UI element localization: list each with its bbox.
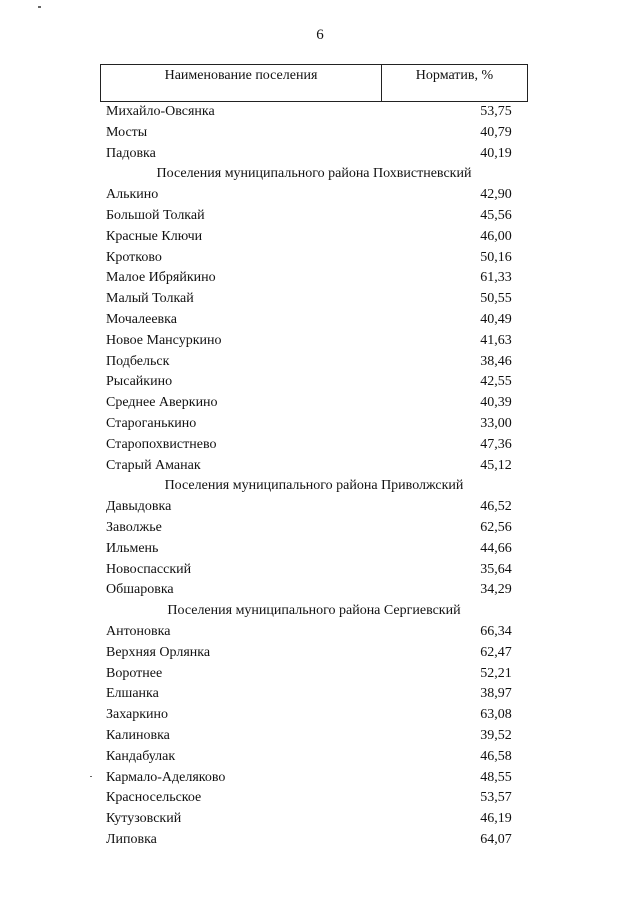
norm-value: 38,46: [480, 353, 512, 369]
table-row: [100, 788, 528, 809]
norm-value: 50,55: [480, 291, 512, 307]
norm-value: 52,21: [480, 665, 512, 681]
table-row: [100, 144, 528, 165]
table-row: [100, 352, 528, 373]
table-row: [100, 372, 528, 393]
norm-value: 35,64: [480, 561, 512, 577]
settlement-name: Староганькино: [106, 415, 197, 431]
norm-value: 61,33: [480, 270, 512, 286]
norm-value: 40,79: [480, 124, 512, 140]
page-number: 6: [316, 27, 324, 43]
norm-value: 46,19: [480, 811, 512, 827]
norm-value: 63,08: [480, 707, 512, 723]
table-row: [100, 456, 528, 477]
settlement-name: Подбельск: [106, 353, 170, 369]
norm-value: 44,66: [480, 540, 512, 556]
norm-value: 66,34: [480, 623, 512, 639]
table-row: [100, 497, 528, 518]
table-row: [100, 560, 528, 581]
table-row: [100, 539, 528, 560]
norm-value: 46,58: [480, 748, 512, 764]
settlement-name: Среднее Аверкино: [106, 395, 218, 411]
settlement-name: Заволжье: [106, 519, 162, 535]
section-heading: Поселения муниципального района Приволжский: [164, 478, 464, 494]
settlement-name: Кармало-Аделяково: [106, 769, 226, 785]
table-row: [100, 622, 528, 643]
column-header-norm: Норматив, %: [415, 68, 494, 83]
table-row: [100, 331, 528, 352]
table-body: [100, 102, 528, 851]
table-row: [100, 747, 528, 768]
table-row: [100, 268, 528, 289]
table-row: [100, 289, 528, 310]
norm-value: 46,52: [480, 499, 512, 515]
settlement-name: Рысайкино: [106, 374, 173, 390]
settlement-name: Алькино: [106, 187, 159, 203]
table-row: [100, 518, 528, 539]
settlement-name: Михайло-Овсянка: [106, 104, 215, 119]
table-row: [100, 664, 528, 685]
norm-value: 47,36: [480, 436, 512, 452]
table-header: [100, 64, 528, 102]
norm-value: 45,56: [480, 207, 512, 223]
table-row: [100, 705, 528, 726]
norm-value: 34,29: [480, 582, 512, 598]
settlement-name: Мосты: [106, 124, 148, 140]
norm-value: 40,19: [480, 145, 512, 161]
settlement-name: Кандабулак: [106, 748, 176, 764]
norm-value: 46,00: [480, 228, 512, 244]
section-heading: Поселения муниципального района Похвистневский: [156, 166, 472, 182]
settlement-name: Кротково: [106, 249, 162, 265]
table-row: [100, 809, 528, 830]
settlement-name: Калиновка: [106, 727, 170, 743]
norm-value: 45,12: [480, 457, 512, 473]
table-row: [100, 580, 528, 601]
settlement-name: Новое Мансуркино: [106, 332, 222, 348]
norm-value: 40,49: [480, 311, 512, 327]
settlement-name: Давыдовка: [106, 499, 172, 515]
norm-value: 33,00: [480, 415, 512, 431]
settlement-name: Ильмень: [106, 540, 159, 556]
settlement-name: Кутузовский: [106, 811, 182, 827]
norm-value: 62,56: [480, 519, 512, 535]
scan-mark: [38, 6, 41, 8]
norm-value: 53,57: [480, 790, 512, 806]
table-row: [100, 830, 528, 851]
settlement-name: Антоновка: [106, 623, 171, 639]
table-row: [100, 123, 528, 144]
settlement-name: Новоспасский: [106, 561, 192, 577]
norm-value: 38,97: [480, 686, 512, 702]
norm-value: 41,63: [480, 332, 512, 348]
table-row: [100, 414, 528, 435]
settlement-name: Захаркино: [106, 707, 169, 723]
table-row: [100, 227, 528, 248]
norm-value: 64,07: [480, 831, 512, 847]
settlement-name: Красносельское: [106, 790, 202, 806]
table-row: [100, 768, 528, 789]
settlement-name: Красные Ключи: [106, 228, 203, 244]
table-row: [100, 643, 528, 664]
settlement-name: Елшанка: [106, 686, 159, 702]
settlement-name: Большой Толкай: [106, 207, 205, 223]
table-row: [100, 726, 528, 747]
settlement-name: Мочалеевка: [106, 311, 177, 327]
norm-value: 42,90: [480, 187, 512, 203]
table-row: [100, 310, 528, 331]
norm-value: 39,52: [480, 727, 512, 743]
scan-mark: [90, 776, 92, 777]
settlement-name: Верхняя Орлянка: [106, 644, 211, 660]
norm-value: 42,55: [480, 374, 512, 390]
norm-value: 48,55: [480, 769, 512, 785]
settlement-name: Старый Аманак: [106, 457, 201, 473]
settlement-name: Падовка: [106, 145, 156, 161]
norm-value: 53,75: [480, 104, 512, 119]
column-header-name: Наименование поселения: [101, 65, 382, 101]
settlement-name: Воротнее: [106, 665, 163, 681]
settlement-name: Старопохвистнево: [106, 436, 217, 452]
settlement-name: Обшаровка: [106, 582, 174, 598]
table-row: [100, 435, 528, 456]
norm-value: 62,47: [480, 644, 512, 660]
table-row: [100, 185, 528, 206]
table-row: [100, 393, 528, 414]
table-row: [100, 684, 528, 705]
section-heading: Поселения муниципального района Сергиевский: [167, 603, 461, 619]
table-row: [100, 102, 528, 123]
settlement-name: Малый Толкай: [106, 291, 194, 307]
table-row: [100, 206, 528, 227]
settlement-name: Малое Ибряйкино: [106, 270, 216, 286]
table-row: [100, 248, 528, 269]
norm-value: 40,39: [480, 395, 512, 411]
norm-value: 50,16: [480, 249, 512, 265]
settlement-name: Липовка: [106, 831, 157, 847]
